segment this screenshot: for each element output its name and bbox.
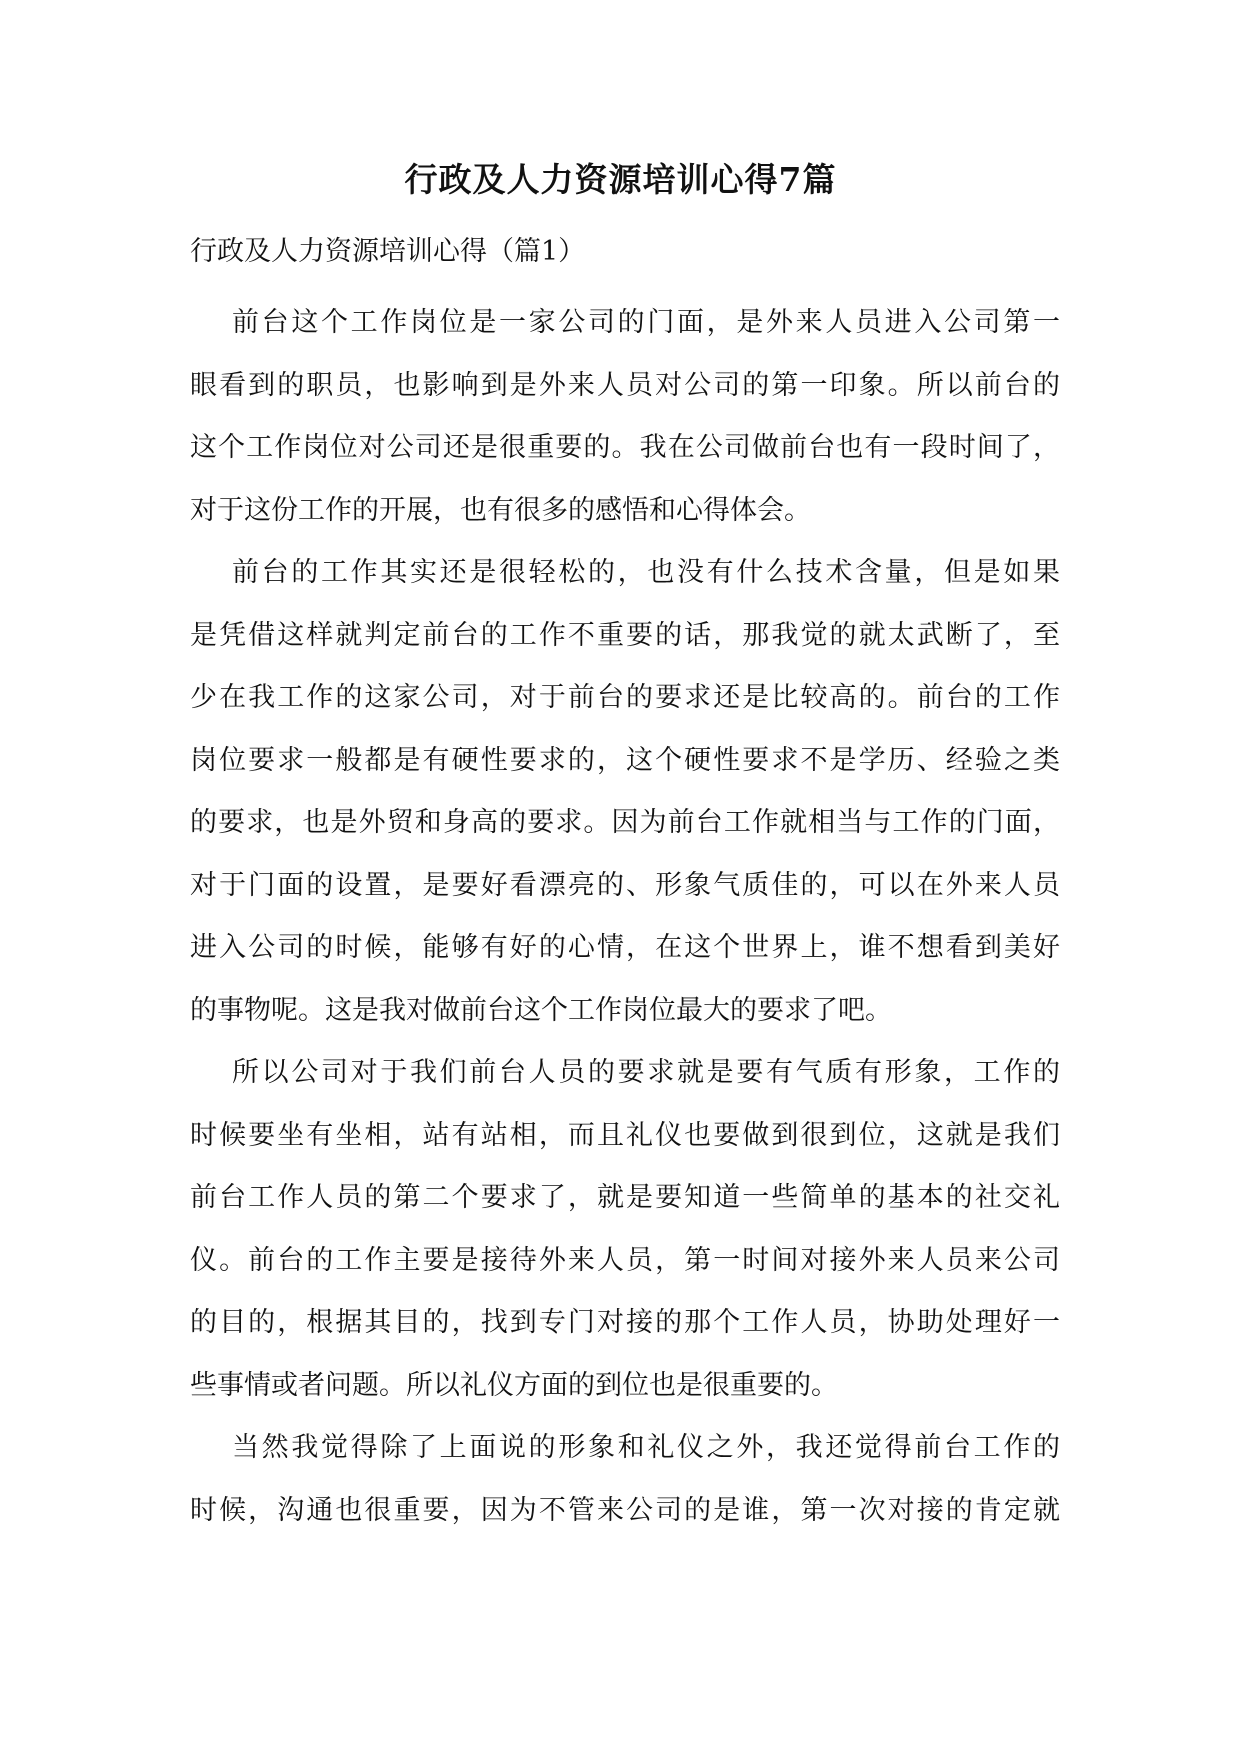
paragraph-line: 前台这个工作岗位是一家公司的门面，是外来人员进入公司第一 <box>232 307 1060 338</box>
paragraph-line: 对于门面的设置，是要好看漂亮的、形象气质佳的，可以在外来人员 <box>190 869 1060 901</box>
paragraph-line: 是凭借这样就判定前台的工作不重要的话，那我觉的就太武断了，至 <box>190 619 1060 651</box>
body-paragraph <box>190 1042 1060 1417</box>
paragraph-line: 的要求，也是外贸和身高的要求。因为前台工作就相当与工作的门面， <box>190 807 1060 838</box>
body-paragraph <box>190 1417 1060 1542</box>
paragraph-line: 些事情或者问题。所以礼仪方面的到位也是很重要的。 <box>190 1369 838 1401</box>
body-paragraph <box>190 292 1060 542</box>
paragraph-line: 少在我工作的这家公司，对于前台的要求还是比较高的。前台的工作 <box>190 682 1060 713</box>
document-body <box>190 292 1060 1542</box>
paragraph-line: 的事物呢。这是我对做前台这个工作岗位最大的要求了吧。 <box>190 994 892 1026</box>
paragraph-line: 时候要坐有坐相，站有站相，而且礼仪也要做到很到位，这就是我们 <box>190 1119 1060 1151</box>
body-paragraph <box>190 542 1060 1042</box>
paragraph-line: 的目的，根据其目的，找到专门对接的那个工作人员，协助处理好一 <box>190 1307 1060 1338</box>
paragraph-line: 眼看到的职员，也影响到是外来人员对公司的第一印象。所以前台的 <box>190 369 1060 401</box>
paragraph-line: 前台工作人员的第二个要求了，就是要知道一些简单的基本的社交礼 <box>190 1182 1060 1213</box>
section-heading: 行政及人力资源培训心得（篇1） <box>190 236 586 267</box>
paragraph-line: 仪。前台的工作主要是接待外来人员，第一时间对接外来人员来公司 <box>190 1244 1060 1276</box>
paragraph-line: 对于这份工作的开展，也有很多的感悟和心得体会。 <box>190 494 811 526</box>
paragraph-line: 时候，沟通也很重要，因为不管来公司的是谁，第一次对接的肯定就 <box>190 1494 1060 1526</box>
paragraph-line: 进入公司的时候，能够有好的心情，在这个世界上，谁不想看到美好 <box>190 932 1060 963</box>
paragraph-line: 岗位要求一般都是有硬性要求的，这个硬性要求不是学历、经验之类 <box>190 744 1060 776</box>
document-title: 行政及人力资源培训心得7篇 <box>404 160 837 199</box>
paragraph-line: 前台的工作其实还是很轻松的，也没有什么技术含量，但是如果 <box>232 557 1060 588</box>
paragraph-line: 这个工作岗位对公司还是很重要的。我在公司做前台也有一段时间了， <box>190 432 1060 463</box>
paragraph-line: 所以公司对于我们前台人员的要求就是要有气质有形象，工作的 <box>232 1057 1060 1088</box>
paragraph-line: 当然我觉得除了上面说的形象和礼仪之外，我还觉得前台工作的 <box>232 1432 1060 1463</box>
